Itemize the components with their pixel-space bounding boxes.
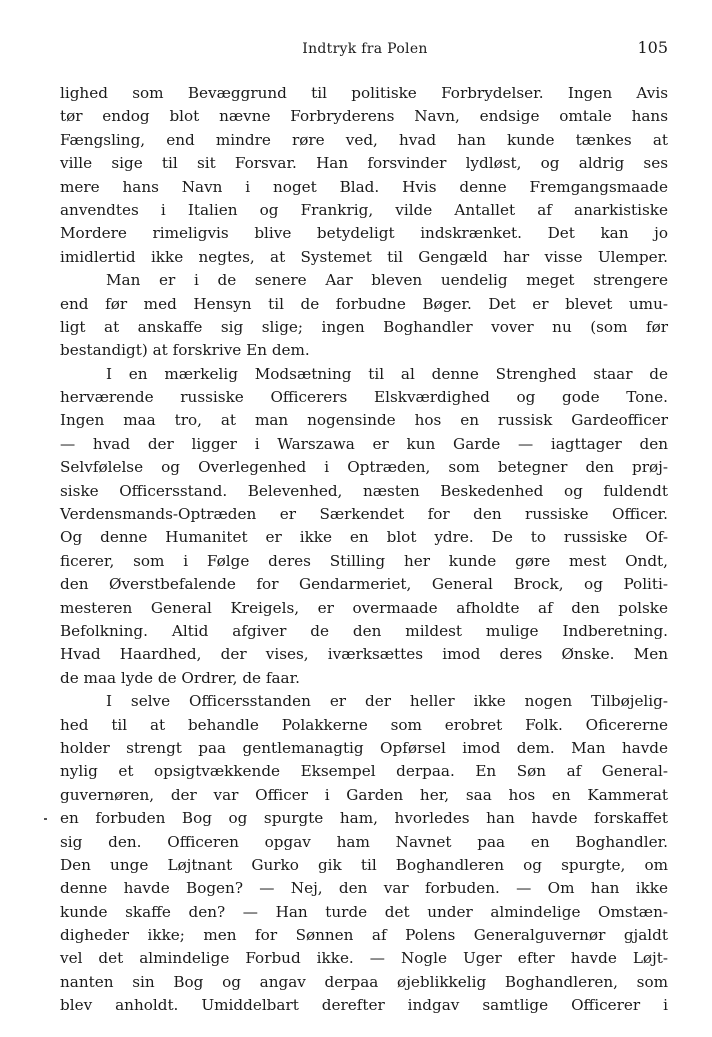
text-line: digheder ikke; men for Sønnen af Polens Generalguvernør gjaldt xyxy=(60,926,668,945)
paragraph-end-line: bestandigt) at forskrive En dem. xyxy=(60,341,310,360)
text-line: denne havde Bogen? — Nej, den var forbuden. — Om han ikke xyxy=(60,879,668,898)
text-line: blev anholdt. Umiddelbart derefter indgav samtlige Officerer i xyxy=(60,996,668,1015)
text-line: guvernøren, der var Officer i Garden her, saa hos en Kammerat xyxy=(60,785,668,804)
page-number: 105 xyxy=(637,38,668,57)
text-line: kunde skaffe den? — Han turde det under almindelige Omstæn- xyxy=(60,902,668,921)
paragraph-end-line: de maa lyde de Ordrer, de faar. xyxy=(60,668,301,687)
text-line: herværende russiske Officerers Elskværdighed og gode Tone. xyxy=(60,388,668,407)
text-line: nylig et opsigtvækkende Eksempel derpaa. En Søn af General- xyxy=(60,762,668,781)
paragraph-start-line: I en mærkelig Modsætning til al denne Strenghed staar de xyxy=(106,364,668,383)
paragraph-start-line: I selve Officersstanden er der heller ikke nogen Tilbøjelig- xyxy=(106,692,668,711)
text-line: hed til at behandle Polakkerne som erobret Folk. Oficererne xyxy=(60,715,668,734)
text-line: en forbuden Bog og spurgte ham, hvorledes han havde forskaffet xyxy=(60,809,668,828)
text-line: Den unge Løjtnant Gurko gik til Boghandleren og spurgte, om xyxy=(60,855,668,874)
text-line: ville sige til sit Forsvar. Han forsvinder lydløst, og aldrig ses xyxy=(60,154,668,173)
text-line: — hvad der ligger i Warszawa er kun Garde — iagttager den xyxy=(60,434,668,453)
text-line: sig den. Officeren opgav ham Navnet paa en Boghandler. xyxy=(60,832,668,851)
text-line: holder strengt paa gentlemanagtig Opførsel imod dem. Man havde xyxy=(60,738,668,757)
text-line: Hvad Haardhed, der vises, iværksættes imod deres Ønske. Men xyxy=(60,645,668,664)
text-line: end før med Hensyn til de forbudne Bøger. Det er blevet umu- xyxy=(60,294,668,313)
text-line: mesteren General Kreigels, er overmaade afholdte af den polske xyxy=(60,598,668,617)
text-line: den Øverstbefalende for Gendarmeriet, General Brock, og Politi- xyxy=(60,575,668,594)
text-line: ficerer, som i Følge deres Stilling her kunde gøre mest Ondt, xyxy=(60,551,668,570)
text-line: vel det almindelige Forbud ikke. — Nogle Uger efter havde Løjt- xyxy=(60,949,668,968)
text-line: Og denne Humanitet er ikke en blot ydre. De to russiske Of- xyxy=(60,528,668,547)
text-line: Ingen maa tro, at man nogensinde hos en russisk Gardeofficer xyxy=(60,411,668,430)
text-line: Mordere rimeligvis blive betydeligt indskrænket. Det kan jo xyxy=(60,224,668,243)
text-line: mere hans Navn i noget Blad. Hvis denne Fremgangsmaade xyxy=(60,177,668,196)
text-line: ligt at anskaffe sig slige; ingen Boghandler vover nu (som før xyxy=(60,317,668,336)
text-line: Verdensmands-Optræden er Særkendet for den russiske Officer. xyxy=(60,505,668,524)
margin-mark xyxy=(44,818,47,820)
text-line: Befolkning. Altid afgiver de den mildest mulige Indberetning. xyxy=(60,621,668,640)
running-title: Indtryk fra Polen xyxy=(302,41,428,57)
text-line: nanten sin Bog og angav derpaa øjeblikkelig Boghandleren, som xyxy=(60,972,668,991)
text-line: Fængsling, end mindre røre ved, hvad han kunde tænkes at xyxy=(60,130,668,149)
text-line: siske Officersstand. Belevenhed, næsten Beskedenhed og fuldendt xyxy=(60,481,668,500)
text-line: tør endog blot nævne Forbryderens Navn, endsige omtale hans xyxy=(60,107,668,126)
text-line: Selvfølelse og Overlegenhed i Optræden, som betegner den prøj- xyxy=(60,458,668,477)
paragraph-start-line: Man er i de senere Aar bleven uendelig meget strengere xyxy=(106,271,668,290)
running-header xyxy=(62,38,668,62)
text-line: imidlertid ikke negtes, at Systemet til Gengæld har visse Ulemper. xyxy=(60,247,668,266)
text-line: anvendtes i Italien og Frankrig, vilde Antallet af anarkistiske xyxy=(60,200,668,219)
text-line: lighed som Bevæggrund til politiske Forbrydelser. Ingen Avis xyxy=(60,84,668,102)
body-text xyxy=(60,82,668,1018)
